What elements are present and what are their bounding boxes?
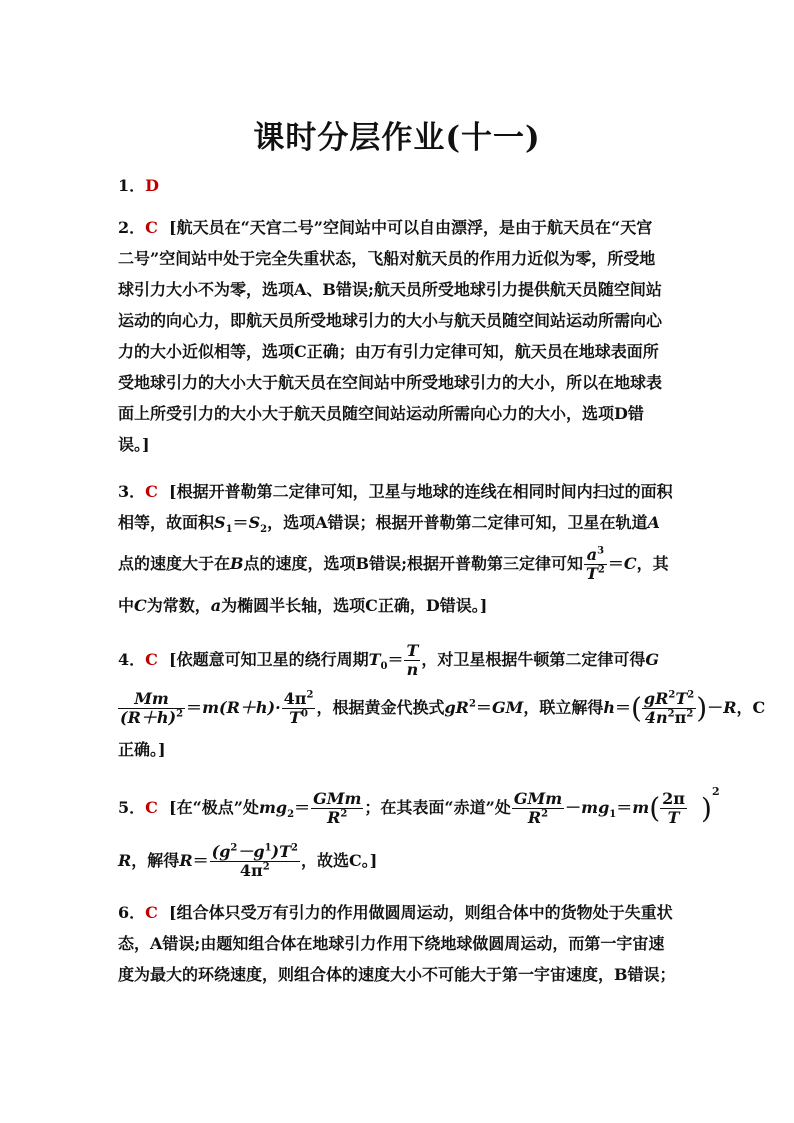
math-var: 4π bbox=[239, 861, 263, 880]
answer-letter: C bbox=[145, 218, 158, 237]
explanation-line bbox=[118, 507, 688, 538]
math-sub: 2 bbox=[260, 524, 268, 536]
fraction-g2g1t2-over-4pi2 bbox=[210, 843, 300, 880]
math-sup: 2 bbox=[262, 861, 270, 873]
math-var: －g bbox=[237, 842, 265, 861]
text-run: [依题意可知卫星的绕行周期 bbox=[169, 650, 369, 669]
fraction-gmm-over-r2 bbox=[311, 790, 363, 827]
math-op: － bbox=[565, 798, 582, 817]
explanation-line: 力的大小近似相等，选项C正确；由万有引力定律可知，航天员在地球表面所 bbox=[118, 342, 659, 361]
math-var: π bbox=[674, 708, 687, 727]
text-run: 点的速度，选项B错误;根据开普勒第三定律可知 bbox=[243, 554, 583, 573]
math-sub: 1 bbox=[609, 809, 617, 821]
math-op: ＝ bbox=[475, 698, 492, 717]
explanation-line bbox=[118, 832, 688, 890]
math-var: G bbox=[645, 650, 660, 669]
fraction-mm-over-rh2 bbox=[118, 690, 185, 727]
explanation-line: 正确。] bbox=[118, 740, 166, 759]
math-var: m bbox=[632, 798, 650, 817]
math-var: R bbox=[723, 698, 737, 717]
math-var: R bbox=[527, 808, 542, 827]
page-title: 课时分层作业(十一) bbox=[253, 120, 541, 156]
text-run: ，根据黄金代换式 bbox=[316, 698, 445, 717]
text-run: ，故选C。] bbox=[300, 851, 378, 870]
fraction-t-over-n bbox=[404, 642, 420, 679]
math-sup: 1 bbox=[264, 842, 272, 854]
math-var: T bbox=[667, 808, 680, 827]
text-run: ；在其表面“赤道”处 bbox=[364, 798, 511, 817]
math-var: R bbox=[179, 851, 193, 870]
text-run: 为椭圆半长轴，选项C正确，D错误。] bbox=[221, 596, 488, 615]
right-paren: ) bbox=[701, 791, 712, 825]
math-op: ＝ bbox=[614, 698, 631, 717]
math-var: n bbox=[406, 660, 419, 679]
text-run: [在“极点”处 bbox=[169, 798, 259, 817]
question-number: 5． bbox=[118, 798, 146, 817]
math-sup: 2 bbox=[340, 808, 348, 820]
math-sup: 2 bbox=[468, 698, 476, 710]
math-sub: 1 bbox=[225, 524, 233, 536]
text-run: 为常数， bbox=[146, 596, 211, 615]
math-var: C bbox=[134, 596, 147, 615]
explanation-line: 受地球引力的大小大于航天员在空间站中所受地球引力的大小，所以在地球表 bbox=[118, 373, 663, 392]
math-var: T bbox=[368, 650, 381, 669]
text-run: ，对卫星根据牛顿第二定律可得 bbox=[421, 650, 646, 669]
math-sup: 2 bbox=[686, 708, 694, 720]
math-var: T bbox=[406, 641, 419, 660]
math-op: ＝ bbox=[294, 798, 311, 817]
math-var: gR bbox=[444, 698, 469, 717]
fraction-a3-over-t2 bbox=[584, 546, 607, 583]
math-op: ＝ bbox=[616, 798, 633, 817]
math-var: m(R＋h)· bbox=[202, 698, 281, 717]
math-op: ＝ bbox=[186, 698, 203, 717]
math-var: 4n bbox=[644, 708, 668, 727]
explanation-line bbox=[118, 682, 766, 734]
math-var: )T bbox=[271, 842, 292, 861]
math-sup: 0 bbox=[301, 708, 308, 720]
question-6 bbox=[118, 897, 688, 990]
math-sup: 2 bbox=[668, 689, 676, 701]
question-number: 1． bbox=[118, 176, 146, 195]
question-number: 4． bbox=[118, 650, 146, 669]
explanation-line: 度为最大的环绕速度，则组合体的速度大小不可能大于第一宇宙速度，B错误； bbox=[118, 965, 676, 984]
explanation-line bbox=[118, 590, 688, 621]
text-run: ，解得 bbox=[131, 851, 180, 870]
math-var: a bbox=[586, 545, 598, 564]
math-var: GM bbox=[491, 698, 524, 717]
explanation-line: 误。] bbox=[118, 435, 150, 454]
math-var: GMm bbox=[513, 789, 563, 808]
fraction-gmm-over-r2 bbox=[512, 790, 564, 827]
question-3 bbox=[118, 476, 688, 621]
math-var: mg bbox=[581, 798, 610, 817]
explanation-line: [组合体只受万有引力的作用做圆周运动，则组合体中的货物处于失重状 bbox=[169, 903, 673, 922]
left-paren: ( bbox=[649, 791, 661, 825]
question-1 bbox=[118, 170, 688, 201]
math-var: a bbox=[210, 596, 222, 615]
explanation-line: 二号”空间站中处于完全失重状态，飞船对航天员的作用力近似为零，所受地 bbox=[118, 249, 656, 268]
math-sup: 2 bbox=[597, 564, 605, 576]
math-op: － bbox=[707, 698, 724, 717]
math-var: R bbox=[118, 851, 132, 870]
question-number: 2． bbox=[118, 218, 146, 237]
math-var: gR bbox=[643, 689, 669, 708]
math-var: T bbox=[289, 708, 302, 727]
math-var: T bbox=[585, 564, 598, 583]
math-var: T bbox=[675, 689, 688, 708]
math-sup: 2 bbox=[711, 785, 720, 798]
text-run: 相等，故面积 bbox=[118, 513, 215, 532]
explanation-line: 面上所受引力的大小大于航天员随空间站运动所需向心力的大小，选项D错 bbox=[118, 404, 644, 423]
text-run: ，联立解得 bbox=[523, 698, 604, 717]
math-var: 2π bbox=[662, 789, 685, 808]
math-op: ＝ bbox=[387, 650, 404, 669]
math-var: C bbox=[623, 554, 637, 573]
math-op: ＝ bbox=[232, 513, 249, 532]
explanation-line bbox=[118, 538, 688, 590]
math-var: B bbox=[230, 554, 244, 573]
math-sup: 2 bbox=[667, 708, 675, 720]
math-var: h bbox=[603, 698, 615, 717]
question-2 bbox=[118, 212, 688, 460]
question-number: 3． bbox=[118, 482, 146, 501]
math-var: GMm bbox=[313, 789, 362, 808]
explanation-line: 运动的向心力，即航天员所受地球引力的大小与航天员随空间站运动所需向心 bbox=[118, 311, 663, 330]
math-var: A bbox=[647, 513, 660, 532]
math-sup: 2 bbox=[541, 808, 549, 820]
text-run: 中 bbox=[118, 596, 135, 615]
math-op: ＝ bbox=[607, 554, 624, 573]
math-var: (R＋h) bbox=[120, 708, 177, 727]
answer-letter: C bbox=[145, 482, 158, 501]
explanation-line: [航天员在“天宫二号”空间站中可以自由漂浮，是由于航天员在“天宫 bbox=[169, 218, 653, 237]
fraction-gr2t2-over-4n2pi2 bbox=[642, 690, 696, 727]
math-var: Mm bbox=[134, 689, 169, 708]
math-op: ＝ bbox=[192, 851, 209, 870]
math-var: 4π bbox=[283, 689, 307, 708]
math-sup: 2 bbox=[687, 689, 695, 701]
explanation-line: [根据开普勒第二定律可知，卫星与地球的连线在相同时间内扫过的面积 bbox=[169, 482, 673, 501]
fraction-2pi-over-t bbox=[660, 790, 687, 827]
text-run: ，C bbox=[736, 698, 766, 717]
question-number: 6． bbox=[118, 903, 146, 922]
math-var: S bbox=[248, 513, 261, 532]
text-run: ，其 bbox=[636, 554, 669, 573]
answer-letter: D bbox=[145, 176, 160, 195]
math-sup: 2 bbox=[176, 708, 184, 720]
math-var: R bbox=[327, 808, 341, 827]
explanation-line: 态，A错误;由题知组合体在地球引力作用下绕地球做圆周运动，而第一宇宙速 bbox=[118, 934, 665, 953]
answer-letter: C bbox=[145, 903, 158, 922]
right-paren: ) bbox=[696, 691, 708, 725]
question-4 bbox=[118, 638, 766, 765]
math-var: mg bbox=[259, 798, 288, 817]
fraction-4pi2-over-t0 bbox=[282, 690, 316, 727]
answer-letter: C bbox=[145, 798, 158, 817]
math-var: S bbox=[214, 513, 226, 532]
math-sup: 2 bbox=[291, 842, 298, 854]
answer-letter: C bbox=[145, 650, 158, 669]
math-var: (g bbox=[211, 842, 231, 861]
math-sup: 2 bbox=[230, 842, 238, 854]
question-5 bbox=[118, 784, 720, 890]
text-run: 点的速度大于在 bbox=[118, 554, 231, 573]
left-paren: ( bbox=[630, 691, 642, 725]
math-sub: 2 bbox=[287, 809, 295, 821]
math-sup: 2 bbox=[306, 689, 314, 701]
math-sup: 3 bbox=[597, 545, 605, 557]
explanation-line: 球引力大小不为零，选项A、B错误;航天员所受地球引力提供航天员随空间站 bbox=[118, 280, 662, 299]
math-sub: 0 bbox=[380, 661, 388, 673]
text-run: ，选项A错误；根据开普勒第二定律可知，卫星在轨道 bbox=[267, 513, 648, 532]
